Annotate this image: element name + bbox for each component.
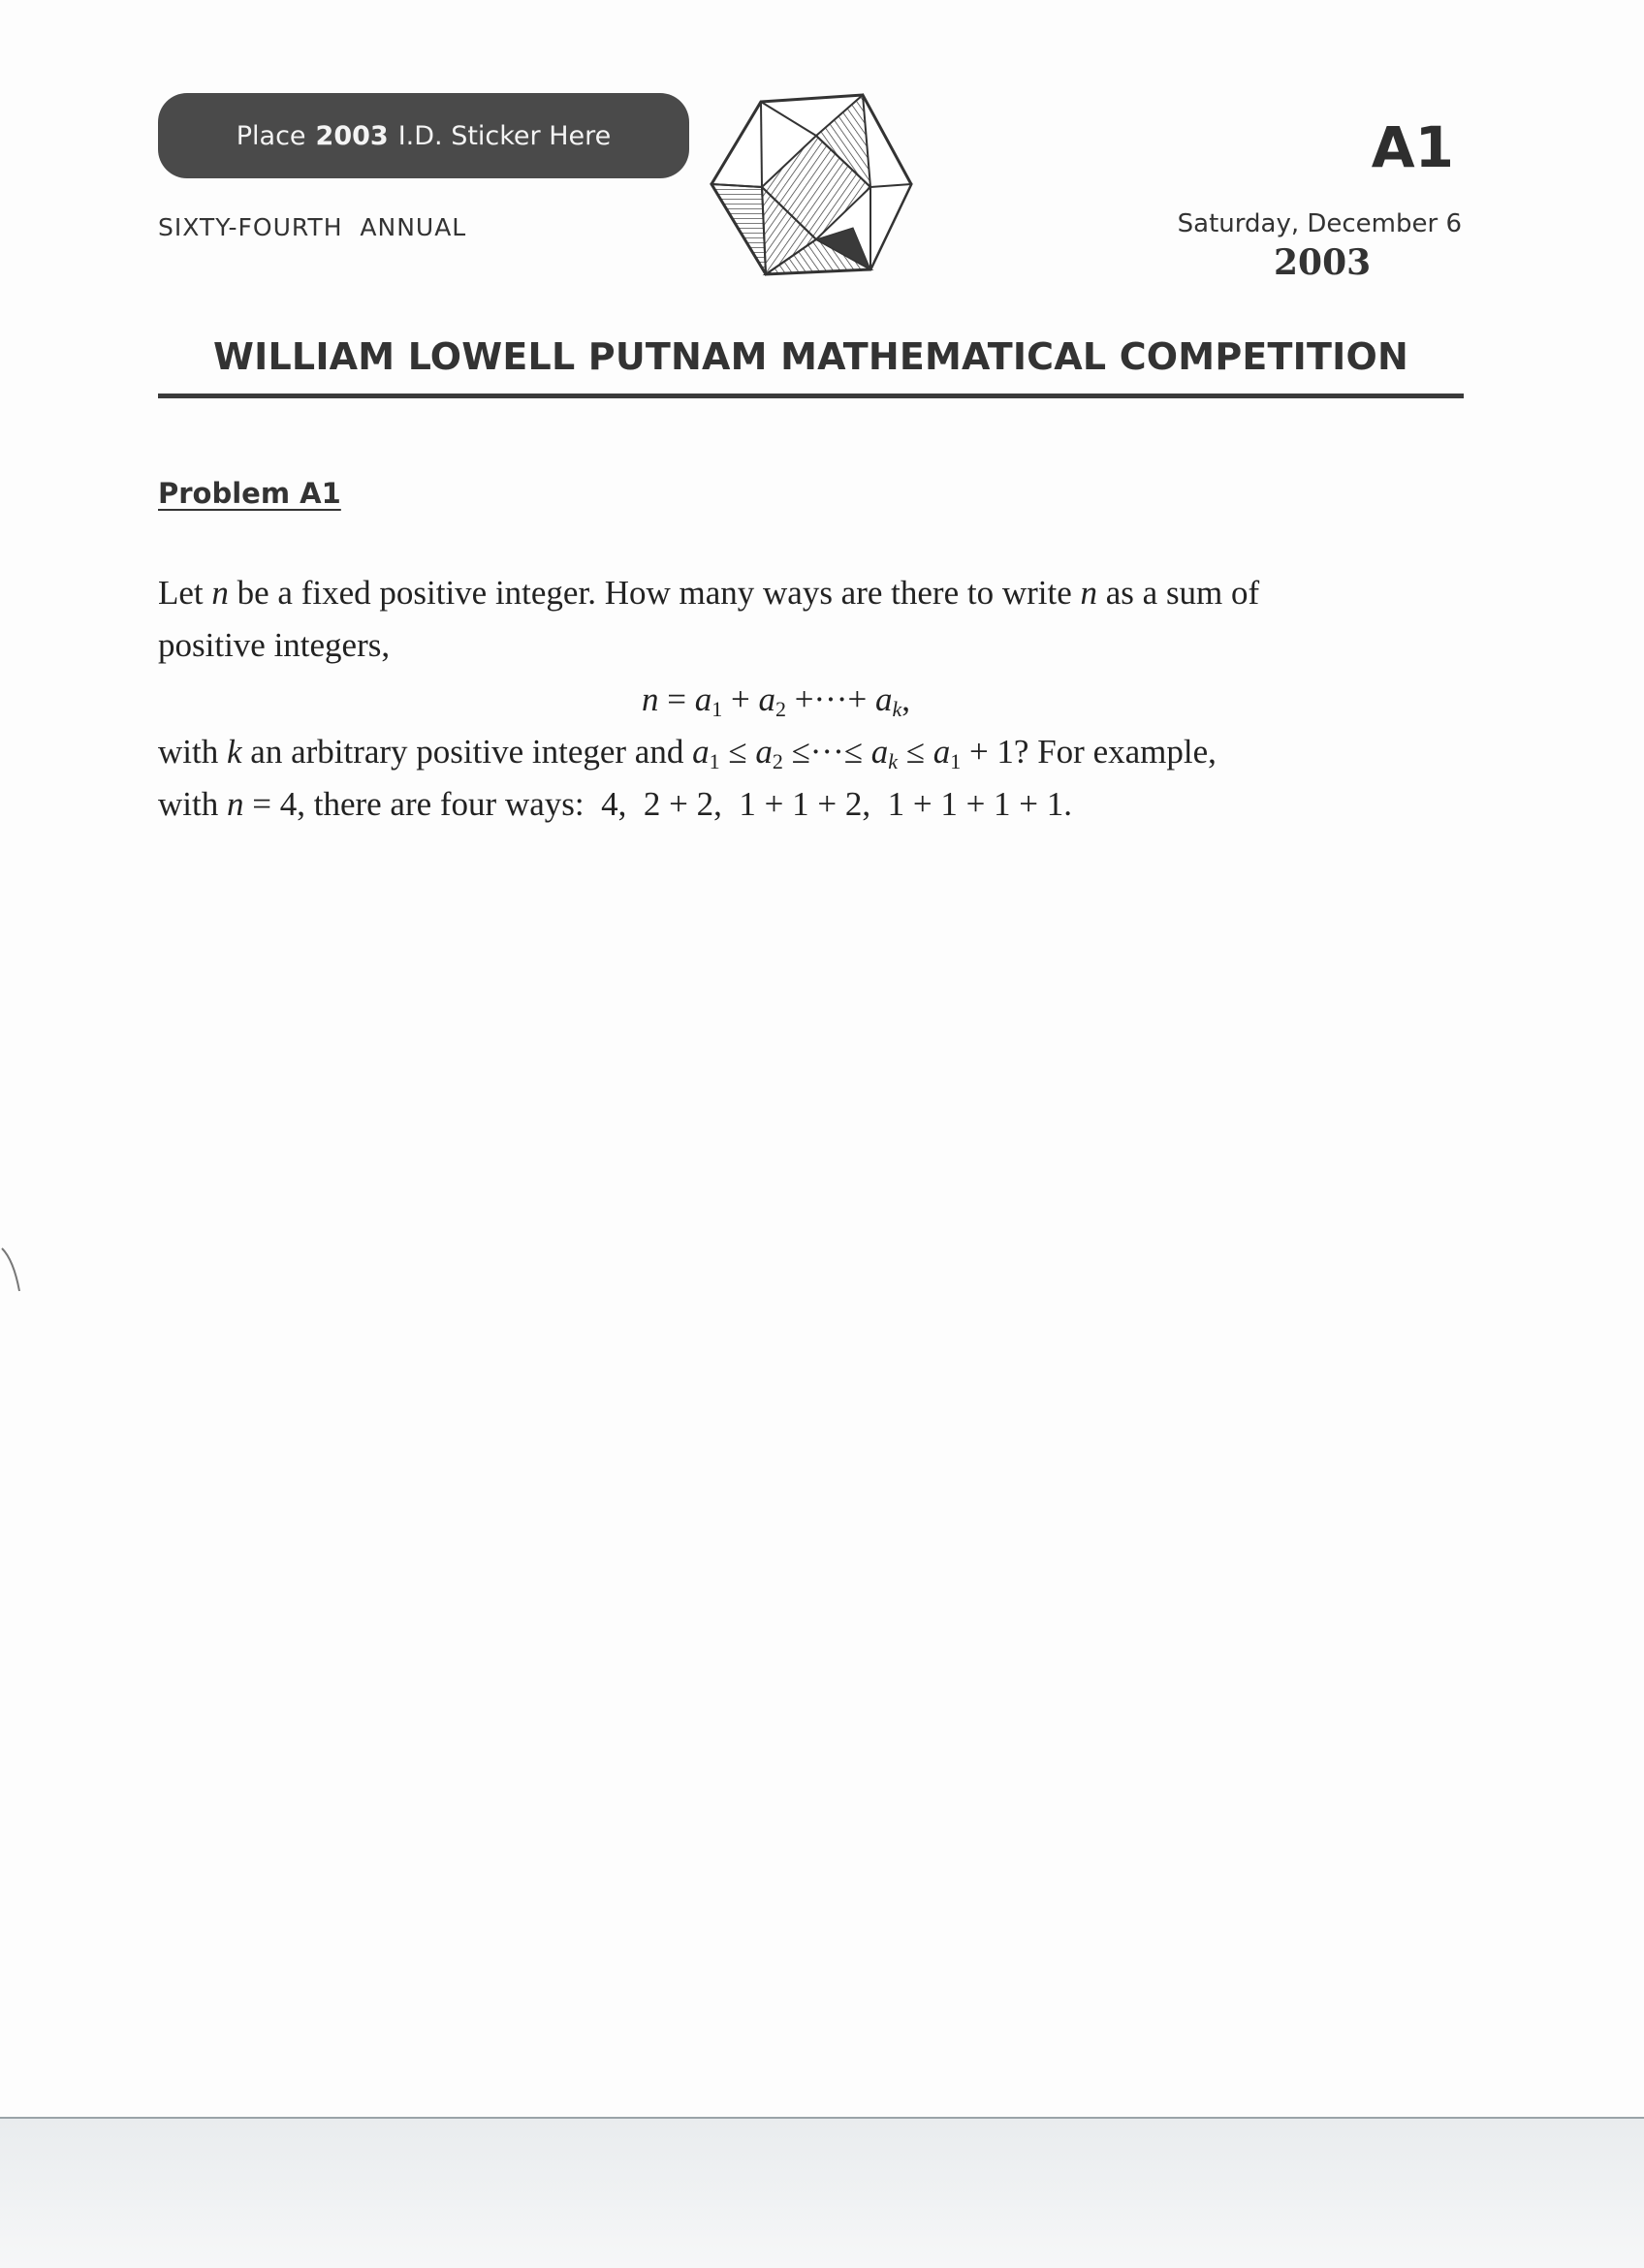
competition-title: WILLIAM LOWELL PUTNAM MATHEMATICAL COMPETITION	[213, 335, 1408, 378]
problem-line-2: positive integers,	[158, 626, 391, 664]
exam-code: A1	[1371, 114, 1454, 180]
paper-edge-mark	[0, 1241, 29, 1299]
page-bottom-edge	[0, 2117, 1644, 2268]
sticker-prefix: Place	[236, 120, 306, 151]
title-divider	[158, 394, 1464, 398]
sticker-year: 2003	[315, 120, 389, 151]
exam-year: 2003	[1274, 242, 1372, 283]
problem-line-3: with k an arbitrary positive integer and $a_1 \le a_2$ ≤···≤ $a_k \le a_1 + 1$? For example,	[158, 733, 1217, 773]
problem-title: Problem A1	[158, 477, 341, 510]
problem-formula: $n = a_1 + a_2$ +···+ $a_k$,	[642, 680, 910, 721]
id-sticker-area	[158, 93, 689, 178]
problem-line-4: with n = 4, there are four ways: 4, 2 + 2, 1 + 1 + 2, 1 + 1 + 1 + 1.	[158, 785, 1073, 823]
annual-label: SIXTY-FOURTH ANNUAL	[158, 213, 467, 241]
polyhedron-logo-icon	[708, 92, 916, 276]
problem-line-1: Let n be a fixed positive integer. How many ways are there to write n as a sum of	[158, 574, 1260, 612]
exam-date: Saturday, December 6	[1177, 209, 1462, 238]
sticker-suffix: I.D. Sticker Here	[397, 120, 612, 151]
